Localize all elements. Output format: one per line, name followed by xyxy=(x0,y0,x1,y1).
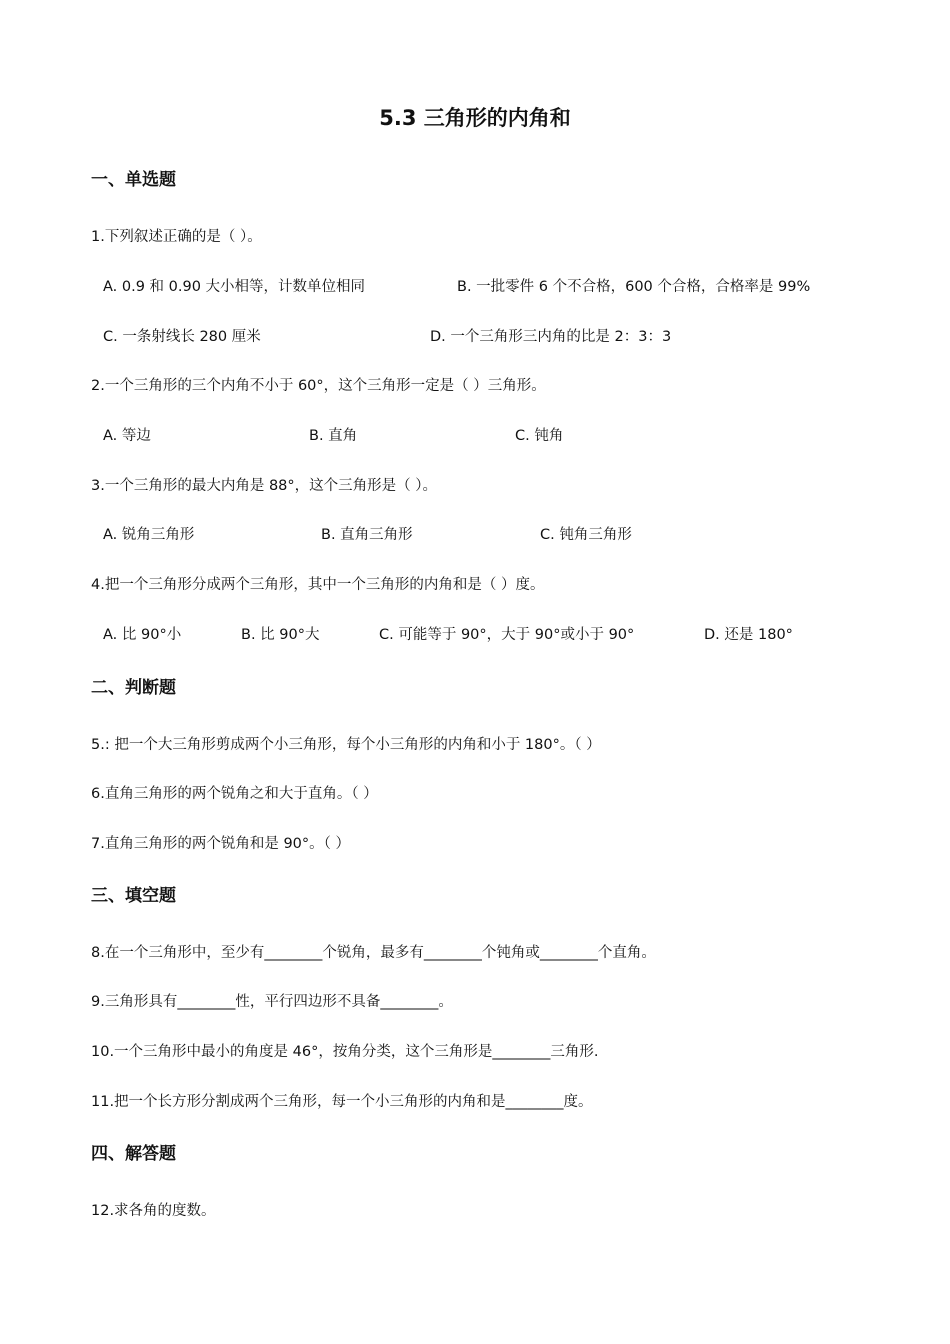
section-heading-solve: 四、解答题 xyxy=(91,1144,176,1164)
question-5: 5.: 把一个大三角形剪成两个小三角形，每个小三角形的内角和小于 180°。（ ） xyxy=(91,737,601,753)
question-11: 11.把一个长方形分割成两个三角形，每一个小三角形的内角和是________度。 xyxy=(91,1094,593,1110)
question-9: 9.三角形具有________性，平行四边形不具备________。 xyxy=(91,994,453,1010)
page-title: 5.3 三角形的内角和 xyxy=(379,106,571,130)
q1-option-c: C. 一条射线长 280 厘米 xyxy=(103,329,261,345)
question-7: 7.直角三角形的两个锐角和是 90°。（ ） xyxy=(91,836,351,852)
question-6: 6.直角三角形的两个锐角之和大于直角。（ ） xyxy=(91,786,378,802)
question-2: 2.一个三角形的三个内角不小于 60°，这个三角形一定是（ ）三角形。 xyxy=(91,378,546,394)
question-4: 4.把一个三角形分成两个三角形，其中一个三角形的内角和是（ ）度。 xyxy=(91,577,545,593)
q4-option-b: B. 比 90°大 xyxy=(241,627,320,643)
q2-option-b: B. 直角 xyxy=(309,428,358,444)
question-10: 10.一个三角形中最小的角度是 46°，按角分类，这个三角形是________三角形. xyxy=(91,1044,599,1060)
q2-option-a: A. 等边 xyxy=(103,428,151,444)
q1-option-b: B. 一批零件 6 个不合格，600 个合格，合格率是 99% xyxy=(457,279,811,295)
q3-option-c: C. 钝角三角形 xyxy=(540,527,632,543)
q2-option-c: C. 钝角 xyxy=(515,428,564,444)
q3-option-a: A. 锐角三角形 xyxy=(103,527,195,543)
q3-option-b: B. 直角三角形 xyxy=(321,527,413,543)
q4-option-d: D. 还是 180° xyxy=(704,627,793,643)
q1-option-a: A. 0.9 和 0.90 大小相等，计数单位相同 xyxy=(103,279,366,295)
question-8: 8.在一个三角形中，至少有________个锐角，最多有________个钝角或________个直角。 xyxy=(91,945,656,961)
q4-option-c: C. 可能等于 90°，大于 90°或小于 90° xyxy=(379,627,635,643)
section-heading-single-choice: 一、单选题 xyxy=(91,170,176,190)
question-3: 3.一个三角形的最大内角是 88°，这个三角形是（ ）。 xyxy=(91,478,438,494)
q1-option-d: D. 一个三角形三内角的比是 2：3：3 xyxy=(430,329,672,345)
question-12: 12.求各角的度数。 xyxy=(91,1203,216,1219)
question-1: 1.下列叙述正确的是（ ）。 xyxy=(91,229,262,245)
section-heading-true-false: 二、判断题 xyxy=(91,678,176,698)
q4-option-a: A. 比 90°小 xyxy=(103,627,182,643)
section-heading-fill-blank: 三、填空题 xyxy=(91,886,176,906)
